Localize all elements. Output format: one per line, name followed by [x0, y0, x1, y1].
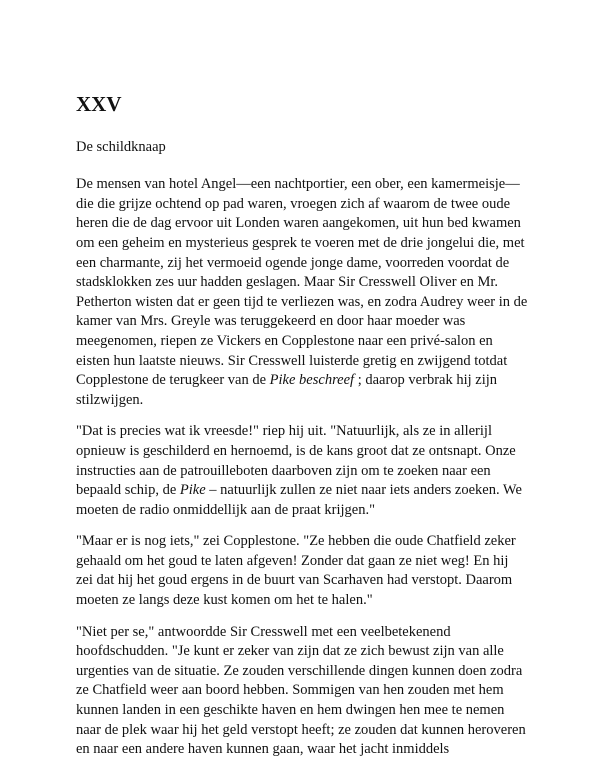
chapter-subtitle: De schildknaap [76, 139, 166, 156]
text-segment: De mensen van hotel Angel—een nachtportier, een ober, een kamermeisje—die die grijze ochtend op pad waren, vroegen zich af waarom de twee oude heren die de dag ervoor uit Londen waren aangekomen, uit hun bed kwamen om een geheim en mysterieus gesprek te voeren met de drie jongelui die, met een charmante, zij het vermoeid ogende jonge dame, voorreden voordat de stadsklokken zes uur hadden geslagen. Maar Sir Cresswell Oliver en Mr. Petherton wisten dat er geen tijd te verliezen was, en zodra Audrey weer in de kamer van Mrs. Greyle was teruggekeerd en door haar moeder was meegenomen, riepen ze Vickers en Copplestone naar een privé-salon en eisten hun laatste nieuws. Sir Cresswell luisterde gretig en zwijgend totdat Copplestone de terugkeer van de [76, 176, 528, 389]
italic-text-segment: Pike [179, 482, 206, 499]
chapter-title: XXV [76, 92, 122, 116]
italic-text-segment: Pike beschreef [269, 372, 355, 389]
paragraph [76, 175, 528, 410]
text-segment: – natuurlijk zullen ze niet naar iets anders zoeken. We moeten de radio onmiddellijk aan de praat krijgen." [76, 482, 522, 518]
text-segment: "Dat is precies wat ik vreesde!" riep hij uit. "Natuurlijk, als ze in allerijl opnieuw is geschilderd en hernoemd, is de kans groot dat ze ontsnapt. Onze instructies aan de patrouilleboten daarboven zijn om te zoeken naar een bepaald schip, de [76, 423, 516, 499]
paragraph [76, 623, 528, 760]
document-page [76, 92, 528, 772]
text-segment: ; daarop verbrak hij zijn stilzwijgen. [76, 372, 498, 408]
paragraph [76, 422, 528, 520]
text-segment: "Niet per se," antwoordde Sir Cresswell met een veelbetekenend hoofdschudden. "Je kunt er zeker van zijn dat ze zich bewust zijn van alle urgenties van de situatie. Ze zouden verschillende dingen kunnen doen zodra ze Chatfield weer aan boord hebben. Sommigen van hen zouden met hem kunnen landen in een geschikte haven en hem dwingen hen mee te nemen naar de plek waar hij het geld verstopt heeft; ze zouden dat kunnen heroveren en naar een andere haven kunnen gaan, waar het jacht inmiddels [76, 623, 526, 758]
paragraph [76, 532, 528, 610]
text-segment: "Maar er is nog iets," zei Copplestone. "Ze hebben die oude Chatfield zeker gehaald om het goud te laten afgeven! Zonder dat gaan ze niet weg! En hij zei dat hij het goud ergens in de buurt van Scarhaven had verstopt. Daarom moeten ze langs deze kust komen om het te halen." [76, 533, 516, 609]
